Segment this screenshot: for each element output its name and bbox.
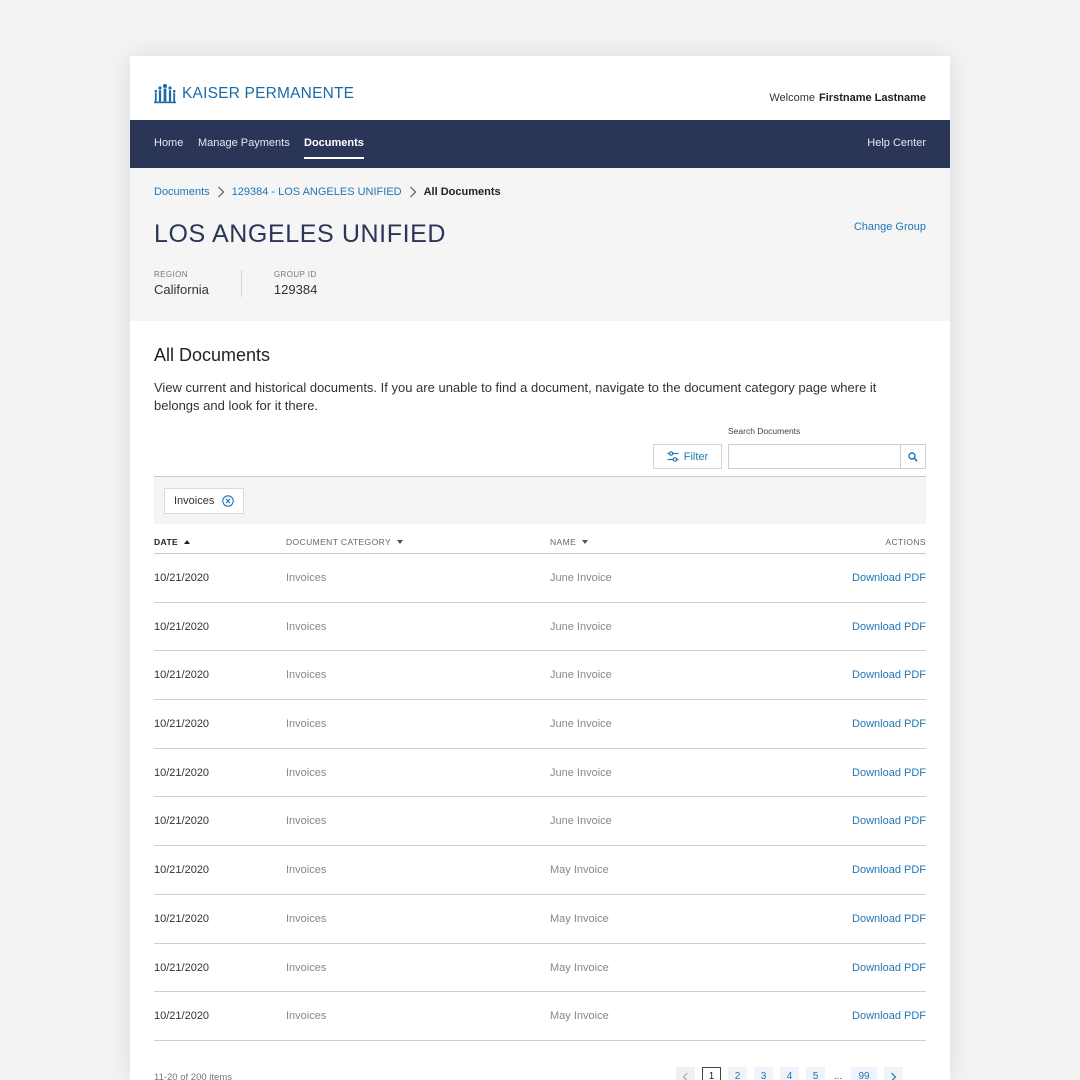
nav-item-home[interactable]: Home xyxy=(154,137,184,149)
cell-name: June Invoice xyxy=(550,669,612,682)
nav-item-documents[interactable]: Documents xyxy=(304,137,364,149)
cell-date: 10/21/2020 xyxy=(154,912,210,925)
table-row xyxy=(154,651,926,700)
cell-name: June Invoice xyxy=(550,572,612,584)
cell-category: Invoices xyxy=(286,1010,327,1023)
cell-date: 10/21/2020 xyxy=(154,815,210,828)
column-actions xyxy=(885,537,926,547)
page-button[interactable]: 5 xyxy=(806,1067,825,1080)
welcome-message xyxy=(769,92,926,104)
brand-logo[interactable] xyxy=(154,83,354,105)
brand-name: KAISER PERMANENTE xyxy=(182,85,355,102)
table-row xyxy=(154,554,926,603)
cell-date: 10/21/2020 xyxy=(154,864,210,877)
download-pdf-link[interactable]: Download PDF xyxy=(852,572,926,584)
table-row xyxy=(154,944,926,993)
cell-category: Invoices xyxy=(286,815,327,828)
region-block xyxy=(154,270,241,297)
chevron-right-icon xyxy=(409,186,417,198)
sort-desc-icon xyxy=(582,540,588,544)
column-name[interactable] xyxy=(550,537,588,547)
cell-name: May Invoice xyxy=(550,864,609,877)
cell-date: 10/21/2020 xyxy=(154,1010,210,1023)
filter-label: Filter xyxy=(683,450,709,463)
group-header xyxy=(130,168,950,321)
page-card xyxy=(130,56,950,1080)
cell-name: June Invoice xyxy=(550,718,612,731)
cell-date: 10/21/2020 xyxy=(154,572,210,584)
download-pdf-link[interactable]: Download PDF xyxy=(852,912,926,925)
table-row xyxy=(154,895,926,944)
breadcrumb-group[interactable]: 129384 - LOS ANGELES UNIFIED xyxy=(231,186,402,198)
prev-page-button[interactable] xyxy=(676,1067,695,1080)
cell-date: 10/21/2020 xyxy=(154,620,210,633)
column-date[interactable] xyxy=(154,537,190,547)
cell-category: Invoices xyxy=(286,718,327,731)
table-row xyxy=(154,846,926,895)
search-input[interactable] xyxy=(729,445,901,468)
group-id-label: GROUP ID xyxy=(273,270,317,279)
page-button[interactable]: 4 xyxy=(780,1067,799,1080)
top-bar xyxy=(130,56,950,120)
column-category[interactable] xyxy=(286,537,403,547)
download-pdf-link[interactable]: Download PDF xyxy=(852,815,926,828)
welcome-label: Welcome xyxy=(769,92,816,104)
page-title: LOS ANGELES UNIFIED xyxy=(154,220,447,248)
sort-desc-icon xyxy=(397,540,403,544)
breadcrumb xyxy=(154,186,501,198)
sort-asc-icon xyxy=(184,540,190,544)
table-row xyxy=(154,700,926,749)
table-row xyxy=(154,992,926,1041)
pagination-ellipsis: ... xyxy=(833,1071,843,1080)
cell-category: Invoices xyxy=(286,864,327,877)
search-label: Search Documents xyxy=(728,426,801,436)
region-label: REGION xyxy=(154,270,188,279)
download-pdf-link[interactable]: Download PDF xyxy=(852,766,926,779)
search-button[interactable] xyxy=(900,445,925,468)
page-button-last[interactable]: 99 xyxy=(851,1067,877,1080)
search-icon xyxy=(908,452,918,462)
close-circle-icon[interactable] xyxy=(222,495,234,507)
page-button[interactable]: 3 xyxy=(754,1067,773,1080)
active-filters xyxy=(154,476,926,524)
chevron-right-icon xyxy=(217,186,225,198)
filter-sliders-icon xyxy=(667,451,679,462)
column-name-label: NAME xyxy=(550,537,577,547)
group-id-block xyxy=(241,270,349,297)
region-value: California xyxy=(154,282,209,297)
filter-button[interactable] xyxy=(653,444,722,469)
kp-logo-icon xyxy=(154,83,176,105)
group-id-value: 129384 xyxy=(273,282,318,297)
cell-name: June Invoice xyxy=(550,620,612,633)
next-page-button[interactable] xyxy=(884,1067,903,1080)
search-box xyxy=(728,444,926,469)
nav-item-manage-payments[interactable]: Manage Payments xyxy=(198,137,290,149)
chevron-left-icon xyxy=(682,1072,689,1080)
download-pdf-link[interactable]: Download PDF xyxy=(852,961,926,974)
change-group-link[interactable]: Change Group xyxy=(853,221,926,233)
section-description: View current and historical documents. If you are unable to find a document, navigate to the document category page where it belongs and look for it there. xyxy=(154,380,877,413)
cell-date: 10/21/2020 xyxy=(154,961,210,974)
column-actions-label: ACTIONS xyxy=(885,537,926,547)
help-center-link[interactable]: Help Center xyxy=(867,137,926,149)
cell-category: Invoices xyxy=(286,572,327,584)
cell-category: Invoices xyxy=(286,766,327,779)
cell-category: Invoices xyxy=(286,912,327,925)
cell-date: 10/21/2020 xyxy=(154,766,210,779)
page-button[interactable]: 2 xyxy=(728,1067,747,1080)
page-button-current[interactable]: 1 xyxy=(702,1067,721,1080)
download-pdf-link[interactable]: Download PDF xyxy=(852,669,926,682)
table-body xyxy=(154,554,926,1041)
main-nav xyxy=(130,120,950,168)
cell-date: 10/21/2020 xyxy=(154,718,210,731)
section-title: All Documents xyxy=(154,345,271,365)
column-date-label: DATE xyxy=(154,537,179,547)
download-pdf-link[interactable]: Download PDF xyxy=(852,718,926,731)
user-name[interactable]: Firstname Lastname xyxy=(819,92,926,104)
table-row xyxy=(154,603,926,652)
column-category-label: DOCUMENT CATEGORY xyxy=(286,537,392,547)
cell-category: Invoices xyxy=(286,620,327,633)
filter-chip xyxy=(164,488,244,514)
download-pdf-link[interactable]: Download PDF xyxy=(852,864,926,877)
chevron-right-icon xyxy=(890,1072,897,1080)
breadcrumb-documents[interactable]: Documents xyxy=(154,186,210,198)
table-header xyxy=(154,536,926,554)
download-pdf-link[interactable]: Download PDF xyxy=(852,620,926,633)
cell-name: June Invoice xyxy=(550,766,612,779)
group-meta xyxy=(154,270,349,297)
cell-category: Invoices xyxy=(286,961,327,974)
cell-name: June Invoice xyxy=(550,815,612,828)
cell-date: 10/21/2020 xyxy=(154,669,210,682)
breadcrumb-current: All Documents xyxy=(423,186,501,198)
download-pdf-link[interactable]: Download PDF xyxy=(852,1010,926,1023)
cell-category: Invoices xyxy=(286,669,327,682)
table-row xyxy=(154,797,926,846)
cell-name: May Invoice xyxy=(550,961,609,974)
table-row xyxy=(154,749,926,798)
cell-name: May Invoice xyxy=(550,1010,609,1023)
filter-chip-label: Invoices xyxy=(174,495,215,507)
cell-name: May Invoice xyxy=(550,912,609,925)
pagination xyxy=(676,1067,903,1080)
pagination-summary: 11-20 of 200 items xyxy=(154,1072,232,1080)
